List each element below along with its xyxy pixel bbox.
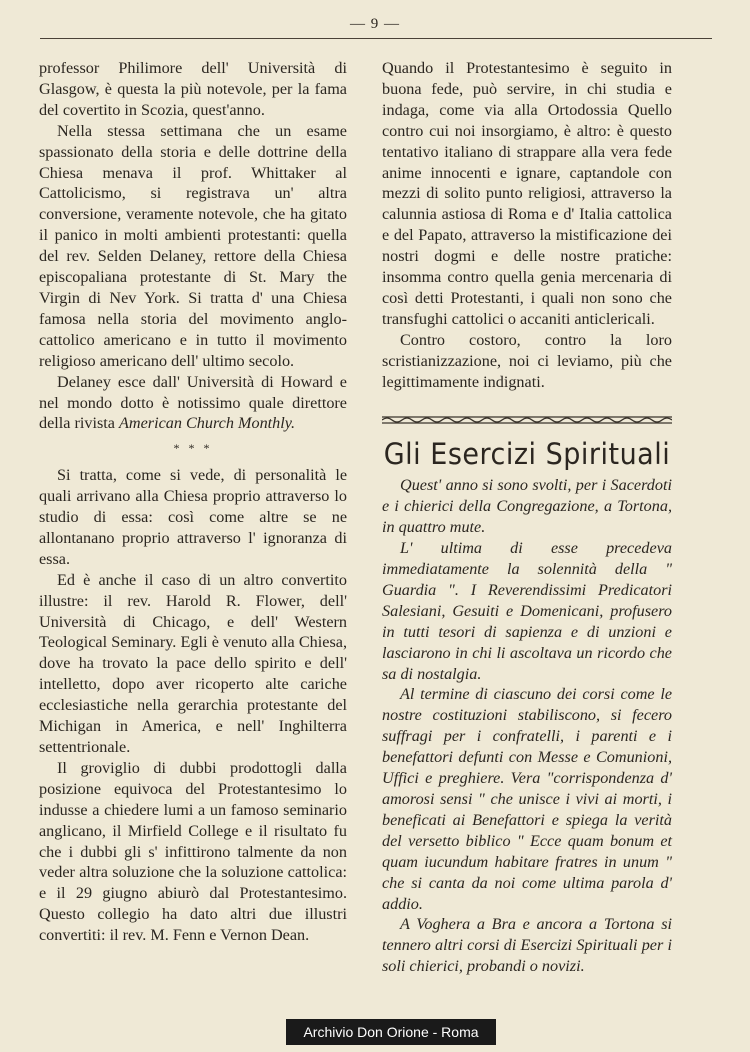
paragraph: Ed è anche il caso di un altro convertito illustre: il rev. Harold R. Flower, dell' Università di Chicago, e dell' Western Teological Seminary. Egli è venuto alla Chiesa, dove ha trovato la pace dello spirito e dell' intelletto, dopo aver ricoperto alte cariche ecclesiastiche nella gerarchia protestante del Michigan in America, e nell' Inghilterra settentrionale. [39,570,347,756]
section-title: Gli Esercizi Spirituali [383,436,671,471]
paragraph: A Voghera a Bra e ancora a Tortona si tennero altri corsi di Esercizi Spirituali per i soli chierici, probandi o novizi. [382,915,672,976]
paragraph: Contro costoro, contro la loro scristianizzazione, noi ci leviamo, più che legittimamente indignati. [382,330,672,391]
right-column [382,58,672,977]
page-number: — 9 — [350,16,400,32]
paragraph: Nella stessa settimana che un esame spassionato della storia e delle dottrine della Chiesa menava il prof. Whittaker al Cattolicismo, si registrava un' altra conversione, veramente notevole, che ha gitato il panico in molti ambienti protestanti: quella del rev. Selden Delaney, rettore della Chiesa episcopaliana protestante di St. Mary the Virgin di Nev York. Si tratta d' una Chiesa famosa nella storia del movimento anglo-cattolico americano e in tutto il movimento religioso americano dell' ultimo secolo. [39,121,347,370]
archive-label: Archivio Don Orione - Roma [286,1019,496,1045]
paragraph: Si tratta, come si vede, di personalità le quali arrivano alla Chiesa proprio attraverso lo studio di essa: così come altre se ne allontanano proprio attraverso l' ignoranza di essa. [39,466,347,568]
paragraph [39,372,347,435]
journal-title: American Church Monthly. [119,414,296,433]
paragraph: Al termine di ciascuno dei corsi come le nostre costituzioni stabiliscono, si fecero suffragi per i confratelli, i parenti e i benefattori defunti con Messe e Comunioni, Uffici e preghiere. Vera "corrispondenza d' amorosi sensi " che unisce i vivi ai morti, i beneficati ai Benefattori e spiega la verità del versetto biblico " Ecce quam bonum et quam iucundum habitare fratres in unum " che si canta da noi come ultima parola d' addio. [382,685,672,913]
paragraph: Quest' anno si sono svolti, per i Sacerdoti e i chierici della Congregazione, a Tortona, in quattro mute. [382,476,672,537]
top-rule [40,38,712,39]
paragraph: professor Philimore dell' Università di Glasgow, è questa la più notevole, per la fama del covertito in Scozia, quest'anno. [39,59,347,119]
section-body [382,475,672,977]
left-column [39,58,347,946]
section-separator: * * * [173,441,213,456]
paragraph-text: Delaney esce dall' Università di Howard e nel mondo dotto è notissimo quale direttore della rivista [39,372,347,433]
paragraph: Quando il Protestantesimo è seguito in buona fede, può servire, in chi studia e indaga, come via alla Ortodossia Quello contro cui noi insorgiamo, è altro: è questo tentativo italiano di strappare alla vera fede anime innocenti e ignare, captandole con mezzi di solito punto religiosi, attraverso la calunnia astiosa di Roma e d' Italia cattolica e del Papato, attraverso la mistificazione dei nostri dogmi e delle nostre pratiche: insomma contro quella genia mercenaria di così detti Protestanti, i quali non sono che transfughi cattolici o accaniti anticlericali. [382,59,672,328]
paragraph: Il groviglio di dubbi prodottogli dalla posizione equivoca del Protestantesimo lo indusse a chiedere lumi a un famoso seminario anglicano, il Mirfield College e il risultato fu che i dubbi gli s' infittirono talmente da non veder altra soluzione che la soluzione cattolica: e il 29 giugno abiurò dal Protestantesimo. Questo collegio ha dato altri due illustri convertiti: il rev. M. Fenn e Vernon Dean. [39,758,347,945]
ornamental-divider [382,413,672,427]
paragraph: L' ultima di esse precedeva immediatamente la solennità della " Guardia ". I Reverendissimi Predicatori Salesiani, Gesuiti e Domenicani, profusero in tutti tesori di sapienza e di unzioni e lasciarono in chi li ascoltava un ricordo che sa di nostalgia. [382,539,672,683]
